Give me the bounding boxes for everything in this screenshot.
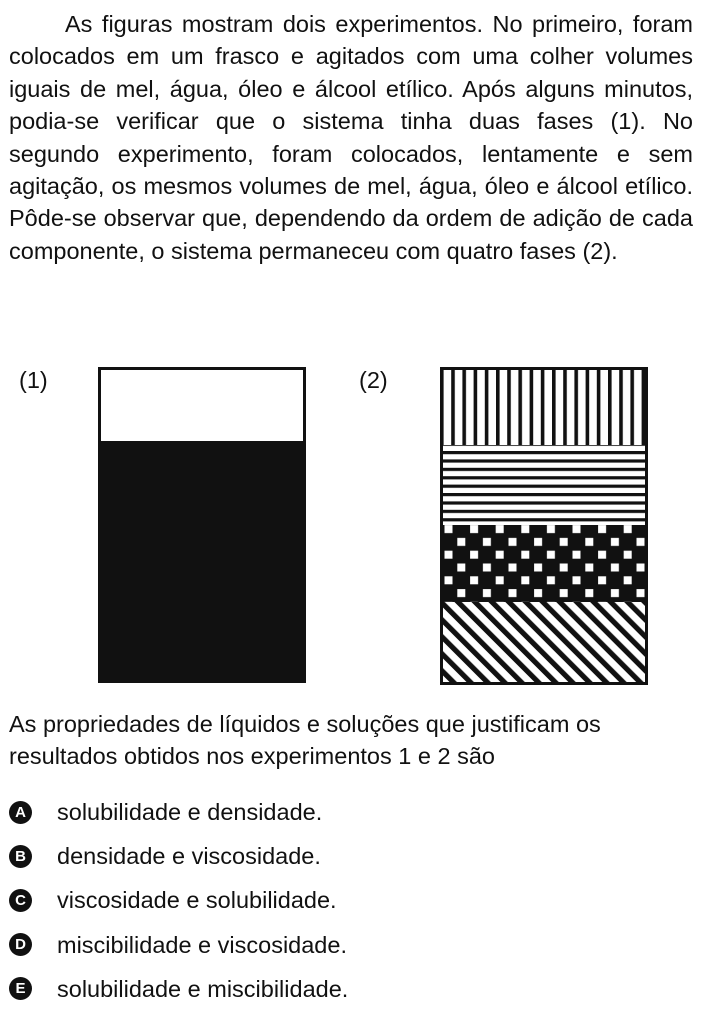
- option-d-text: miscibilidade e viscosidade.: [57, 931, 347, 958]
- figure-2-phase-1-vertical-lines: [442, 369, 646, 445]
- question-stem: As propriedades de líquidos e soluções que justificam os resultados obtidos nos experimentos 1 e 2 são: [9, 711, 601, 770]
- answer-options: [9, 790, 348, 1011]
- option-a-text: solubilidade e densidade.: [57, 799, 323, 826]
- figure-2-phase-3-checkered: [442, 525, 646, 602]
- option-a[interactable]: [9, 790, 348, 834]
- figure-2-phase-4-diagonal-lines: [442, 602, 646, 683]
- option-e[interactable]: [9, 967, 348, 1011]
- option-b-letter-badge: B: [9, 845, 32, 868]
- option-d-letter-badge: D: [9, 933, 32, 956]
- figure-1-lower-phase: [100, 441, 305, 682]
- figure-2-phase-2-horizontal-lines: [442, 445, 646, 525]
- option-e-text: solubilidade e miscibilidade.: [57, 975, 349, 1002]
- figure-1-two-phase-flask: [98, 367, 306, 683]
- figure-2-four-phase-flask: [440, 367, 648, 685]
- option-d[interactable]: [9, 923, 348, 967]
- option-e-letter-badge: E: [9, 977, 32, 1000]
- option-b[interactable]: [9, 834, 348, 878]
- option-b-text: densidade e viscosidade.: [57, 843, 321, 870]
- option-c-text: viscosidade e solubilidade.: [57, 887, 337, 914]
- option-c-letter-badge: C: [9, 889, 32, 912]
- option-a-letter-badge: A: [9, 801, 32, 824]
- figure-1-label: (1): [19, 367, 48, 393]
- figure-2-label: (2): [359, 367, 388, 393]
- option-c[interactable]: [9, 878, 348, 922]
- intro-paragraph: As figuras mostram dois experimentos. No primeiro, foram colocados em um frasco e agitados com uma colher volumes iguais de mel, água, óleo e álcool etílico. Após alguns minutos, podia-se verificar que o sistema tinha duas fases (1). No segundo experimento, foram colocados, lentamente e sem agitação, os mesmos volumes de mel, água, óleo e álcool etílico. Pôde-se observar que, dependendo da ordem de adição de cada componente, o sistema permaneceu com quatro fases (2).: [9, 11, 693, 264]
